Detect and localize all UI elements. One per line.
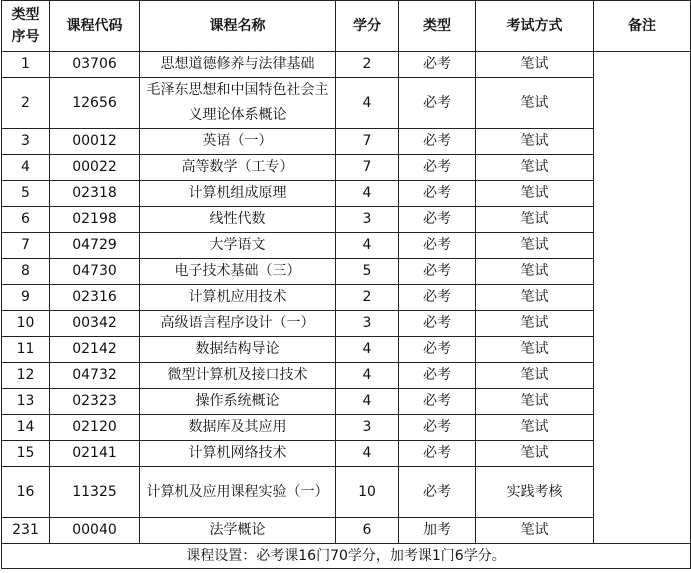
header-remark: 备注 [594,1,691,52]
cell-seq: 1 [2,52,50,78]
table-row [2,259,691,285]
cell-exam: 笔试 [476,337,594,363]
cell-exam: 笔试 [476,52,594,78]
table-row [2,518,691,544]
cell-code: 03706 [50,52,140,78]
cell-credit: 3 [336,415,399,441]
cell-seq: 11 [2,337,50,363]
cell-name: 高级语言程序设计（一） [140,311,336,337]
table-row [2,441,691,467]
cell-type: 必考 [399,285,476,311]
cell-type: 必考 [399,181,476,207]
cell-exam: 笔试 [476,207,594,233]
cell-type: 必考 [399,337,476,363]
cell-credit: 2 [336,285,399,311]
cell-exam: 笔试 [476,181,594,207]
header-seq [2,1,50,52]
cell-type: 必考 [399,129,476,155]
cell-type: 必考 [399,78,476,129]
footer-row [2,544,691,569]
cell-exam: 笔试 [476,311,594,337]
cell-code: 00342 [50,311,140,337]
cell-code: 04730 [50,259,140,285]
cell-name: 高等数学（工专） [140,155,336,181]
cell-code: 00040 [50,518,140,544]
header-credit: 学分 [336,1,399,52]
cell-code: 00012 [50,129,140,155]
cell-credit: 7 [336,129,399,155]
cell-code: 02318 [50,181,140,207]
cell-credit: 4 [336,363,399,389]
table-row [2,155,691,181]
table-row [2,363,691,389]
cell-seq: 16 [2,467,50,518]
table-row [2,311,691,337]
cell-name: 操作系统概论 [140,389,336,415]
cell-credit: 10 [336,467,399,518]
table-row [2,129,691,155]
table-row [2,52,691,78]
course-summary: 课程设置：必考课16门70学分，加考课1门6学分。 [2,544,691,569]
header-exam: 考试方式 [476,1,594,52]
cell-seq: 2 [2,78,50,129]
cell-type: 必考 [399,467,476,518]
cell-exam: 笔试 [476,259,594,285]
cell-code: 02141 [50,441,140,467]
cell-credit: 4 [336,181,399,207]
cell-credit: 4 [336,337,399,363]
cell-exam: 笔试 [476,389,594,415]
cell-type: 必考 [399,233,476,259]
cell-seq: 5 [2,181,50,207]
table-row [2,285,691,311]
table-row [2,467,691,518]
cell-exam: 笔试 [476,441,594,467]
cell-seq: 3 [2,129,50,155]
cell-name: 数据库及其应用 [140,415,336,441]
cell-seq: 231 [2,518,50,544]
cell-code: 02316 [50,285,140,311]
cell-code: 12656 [50,78,140,129]
cell-code: 02198 [50,207,140,233]
cell-exam: 笔试 [476,155,594,181]
header-row [2,1,691,52]
cell-type: 必考 [399,441,476,467]
course-table [1,0,691,569]
table-row [2,78,691,129]
cell-credit: 4 [336,78,399,129]
header-name: 课程名称 [140,1,336,52]
header-seq-line2: 序号 [11,29,40,45]
cell-seq: 14 [2,415,50,441]
cell-seq: 12 [2,363,50,389]
cell-seq: 7 [2,233,50,259]
cell-name: 大学语文 [140,233,336,259]
table-row [2,389,691,415]
cell-credit: 3 [336,207,399,233]
cell-name: 电子技术基础（三） [140,259,336,285]
cell-exam: 笔试 [476,518,594,544]
cell-type: 必考 [399,52,476,78]
cell-name: 计算机组成原理 [140,181,336,207]
table-row [2,233,691,259]
cell-code: 02323 [50,389,140,415]
cell-credit: 4 [336,441,399,467]
cell-code: 02142 [50,337,140,363]
cell-seq: 10 [2,311,50,337]
cell-credit: 4 [336,233,399,259]
cell-remark [594,52,691,544]
cell-type: 必考 [399,389,476,415]
cell-name: 思想道德修养与法律基础 [140,52,336,78]
cell-name: 毛泽东思想和中国特色社会主义理论体系概论 [140,78,336,129]
cell-exam: 实践考核 [476,467,594,518]
cell-type: 必考 [399,415,476,441]
cell-seq: 8 [2,259,50,285]
cell-exam: 笔试 [476,285,594,311]
table-row [2,207,691,233]
cell-name: 计算机及应用课程实验（一） [140,467,336,518]
cell-credit: 3 [336,311,399,337]
cell-name: 英语（一） [140,129,336,155]
cell-code: 02120 [50,415,140,441]
cell-exam: 笔试 [476,78,594,129]
cell-name: 数据结构导论 [140,337,336,363]
table-row [2,415,691,441]
cell-type: 必考 [399,311,476,337]
cell-seq: 13 [2,389,50,415]
cell-exam: 笔试 [476,363,594,389]
cell-name: 计算机网络技术 [140,441,336,467]
cell-name: 计算机应用技术 [140,285,336,311]
header-seq-line1: 类型 [11,7,40,23]
cell-type: 必考 [399,363,476,389]
cell-credit: 5 [336,259,399,285]
cell-seq: 6 [2,207,50,233]
cell-type: 必考 [399,259,476,285]
cell-name: 线性代数 [140,207,336,233]
cell-credit: 6 [336,518,399,544]
table-row [2,337,691,363]
cell-exam: 笔试 [476,233,594,259]
cell-code: 00022 [50,155,140,181]
cell-exam: 笔试 [476,415,594,441]
cell-type: 加考 [399,518,476,544]
cell-code: 04732 [50,363,140,389]
cell-credit: 7 [336,155,399,181]
cell-type: 必考 [399,155,476,181]
cell-credit: 4 [336,389,399,415]
cell-seq: 4 [2,155,50,181]
cell-code: 11325 [50,467,140,518]
table-row [2,181,691,207]
cell-seq: 15 [2,441,50,467]
cell-code: 04729 [50,233,140,259]
cell-exam: 笔试 [476,129,594,155]
cell-seq: 9 [2,285,50,311]
cell-type: 必考 [399,207,476,233]
cell-name: 微型计算机及接口技术 [140,363,336,389]
cell-credit: 2 [336,52,399,78]
header-type: 类型 [399,1,476,52]
header-code: 课程代码 [50,1,140,52]
cell-name: 法学概论 [140,518,336,544]
